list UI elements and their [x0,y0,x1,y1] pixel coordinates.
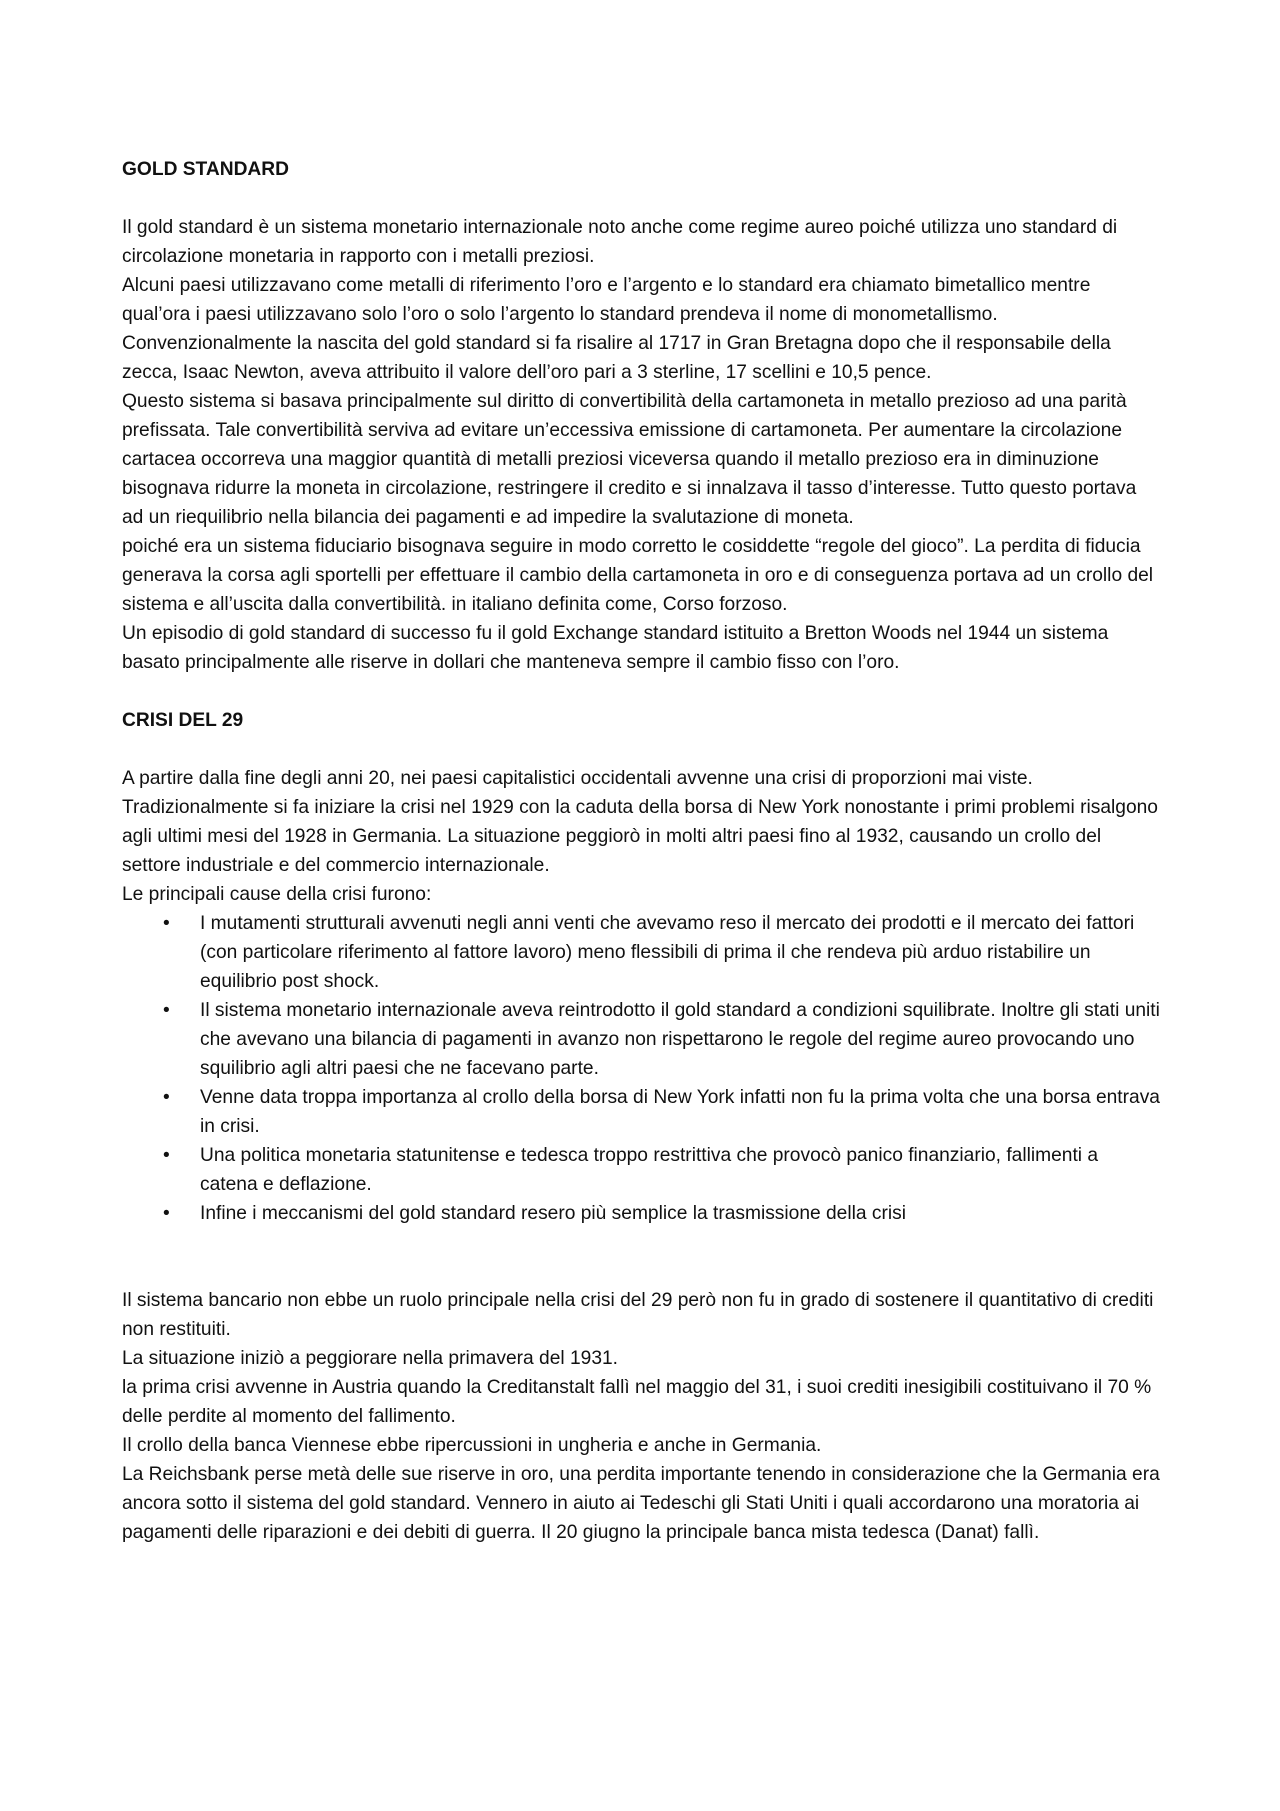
paragraph: Le principali cause della crisi furono: [122,884,432,905]
bullet-icon: • [163,1087,170,1108]
paragraph: la prima crisi avvenne in Austria quando la Creditanstalt fallì nel maggio del 31, i suoi crediti inesigibili costituivano il 70 % delle perdite al momento del fallimento. [122,1377,1152,1427]
list-item-text: Il sistema monetario internazionale aveva reintrodotto il gold standard a condizioni squilibrate. Inoltre gli stati uniti che avevano una bilancia di pagamenti in avanzo non rispettarono le regole del regime aureo provocando uno squilibrio agli altri paesi che ne facevano parte. [200,1000,1160,1079]
section-gold-standard [122,155,1160,677]
paragraph: A partire dalla fine degli anni 20, nei paesi capitalistici occidentali avvenne una crisi di proporzioni mai viste. Tradizionalmente si fa iniziare la crisi nel 1929 con la caduta della borsa di New York nonostante i primi problemi risalgono agli ultimi mesi del 1928 in Germania. La situazione peggiorò in molti altri paesi fino al 1932, causando un crollo del settore industriale e del commercio internazionale. [122,768,1158,876]
list-item-text: Venne data troppa importanza al crollo della borsa di New York infatti non fu la prima volta che una borsa entrava in crisi. [200,1087,1160,1137]
section-crisi-del-29 [122,706,1160,1547]
list-item [163,909,1160,996]
causes-list [122,909,1160,1228]
section-title: GOLD STANDARD [122,159,289,180]
section-title: CRISI DEL 29 [122,710,244,731]
bullet-icon: • [163,1203,170,1224]
paragraph: Un episodio di gold standard di successo fu il gold Exchange standard istituito a Bretton Woods nel 1944 un sistema basato principalmente alle riserve in dollari che manteneva sempre il cambio fisso con l’oro. [122,623,1109,673]
paragraph: Il sistema bancario non ebbe un ruolo principale nella crisi del 29 però non fu in grado di sostenere il quantitativo di crediti non restituiti. [122,1290,1154,1340]
paragraph: Questo sistema si basava principalmente sul diritto di convertibilità della cartamoneta in metallo prezioso ad una parità prefissata. Tale convertibilità serviva ad evitare un’eccessiva emissione di cartamoneta. Per aumentare la circolazione cartacea occorreva una maggior quantità di metalli preziosi viceversa quando il metallo prezioso era in diminuzione bisognava ridurre la moneta in circolazione, restringere il credito e si innalzava il tasso d’interesse. Tutto questo portava ad un riequilibrio nella bilancia dei pagamenti e ad impedire la svalutazione di moneta. [122,391,1137,528]
list-item [163,996,1160,1083]
spacer [122,1228,1160,1286]
list-item-text: Una politica monetaria statunitense e tedesca troppo restrittiva che provocò panico finanziario, fallimenti a catena e deflazione. [200,1145,1099,1195]
paragraph: poiché era un sistema fiduciario bisognava seguire in modo corretto le cosiddette “regole del gioco”. La perdita di fiducia generava la corsa agli sportelli per effettuare il cambio della cartamoneta in oro e di conseguenza portava ad un crollo del sistema e all’uscita dalla convertibilità. in italiano definita come, Corso forzoso. [122,536,1154,615]
paragraph: Il crollo della banca Viennese ebbe ripercussioni in ungheria e anche in Germania. [122,1435,822,1456]
paragraph: Il gold standard è un sistema monetario internazionale noto anche come regime aureo poiché utilizza uno standard di circolazione monetaria in rapporto con i metalli preziosi. [122,217,1118,267]
list-item-text: I mutamenti strutturali avvenuti negli anni venti che avevamo reso il mercato dei prodotti e il mercato dei fattori (con particolare riferimento al fattore lavoro) meno flessibili di prima il che rendeva più arduo ristabilire un equilibrio post shock. [200,913,1135,992]
list-item [163,1199,1160,1228]
list-item [163,1141,1160,1199]
bullet-icon: • [163,1145,170,1166]
paragraph: Alcuni paesi utilizzavano come metalli di riferimento l’oro e l’argento e lo standard era chiamato bimetallico mentre qual’ora i paesi utilizzavano solo l’oro o solo l’argento lo standard prendeva il nome di monometallismo. Convenzionalmente la nascita del gold standard si fa risalire al 1717 in Gran Bretagna dopo che il responsabile della zecca, Isaac Newton, aveva attribuito il valore dell’oro pari a 3 sterline, 17 scellini e 10,5 pence. [122,275,1111,383]
paragraph: La Reichsbank perse metà delle sue riserve in oro, una perdita importante tenendo in considerazione che la Germania era ancora sotto il sistema del gold standard. Vennero in aiuto ai Tedeschi gli Stati Uniti i quali accordarono una moratoria ai pagamenti delle riparazioni e dei debiti di guerra. Il 20 giugno la principale banca mista tedesca (Danat) fallì. [122,1464,1160,1543]
list-item [163,1083,1160,1141]
paragraph: La situazione iniziò a peggiorare nella primavera del 1931. [122,1348,618,1369]
bullet-icon: • [163,913,170,934]
list-item-text: Infine i meccanismi del gold standard resero più semplice la trasmissione della crisi [200,1203,906,1224]
bullet-icon: • [163,1000,170,1021]
